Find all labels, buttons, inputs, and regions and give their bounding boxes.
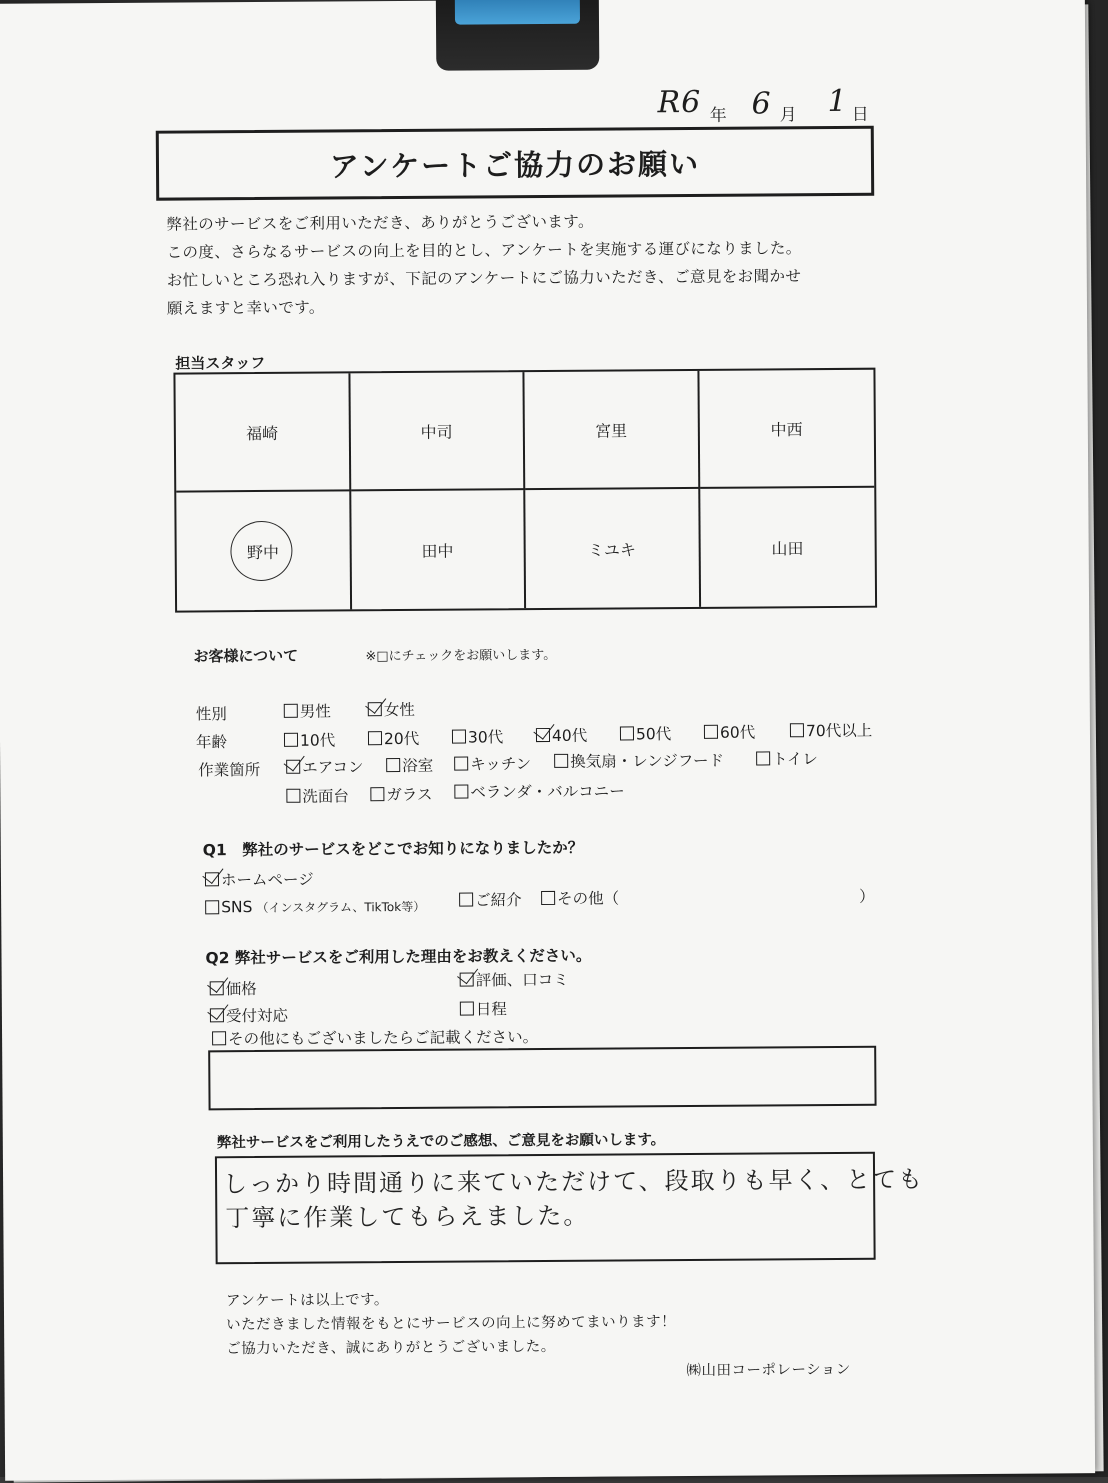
q2-title: Q2 弊社サービスをご利用した理由をお教えください。	[205, 946, 592, 968]
checkbox[interactable]	[704, 725, 718, 739]
checkbox[interactable]	[454, 785, 468, 799]
option-label: 60代	[719, 723, 756, 742]
option-label: 40代	[551, 726, 588, 745]
staff-cell[interactable]	[525, 489, 700, 608]
staff-name: 宮里	[595, 420, 628, 441]
q2-option-price[interactable]	[210, 977, 257, 999]
checkbox[interactable]	[370, 787, 384, 801]
option-label: 20代	[383, 729, 420, 749]
staff-name: ミユキ	[587, 539, 636, 560]
option-label: 10代	[299, 731, 336, 750]
title-box	[156, 126, 874, 201]
option-label: ベランダ・バルコニー	[470, 782, 625, 802]
feedback-title: 弊社サービスをご利用したうえでのご感想、ご意見をお願いします。	[216, 1132, 666, 1152]
checkbox[interactable]	[454, 757, 468, 771]
work-area-label: 作業箇所	[198, 760, 261, 780]
staff-cell[interactable]	[350, 372, 525, 491]
work-option-bathroom[interactable]	[386, 754, 433, 776]
checkbox[interactable]	[284, 704, 298, 718]
checkbox-checked[interactable]	[536, 728, 550, 742]
option-label: 50代	[635, 725, 672, 744]
option-label: ホームページ	[220, 870, 314, 890]
work-option-aircon[interactable]	[286, 755, 363, 778]
checkbox[interactable]	[541, 891, 555, 905]
intro-line: この度、さらなるサービスの向上を目的とし、アンケートを実施する運びになりました。	[166, 239, 802, 262]
feedback-line: 丁寧に作業してもらえました。	[225, 1201, 590, 1233]
customer-heading: お客様について	[193, 646, 299, 666]
option-label: 日程	[475, 1000, 507, 1019]
work-option-range-hood[interactable]	[554, 749, 724, 772]
option-label: その他（	[557, 889, 620, 908]
intro-line: お忙しいところ恐れ入りますが、下記のアンケートにご協力いただき、ご意見をお聞かせ	[166, 267, 802, 290]
q1-option-other[interactable]	[541, 886, 619, 909]
age-label: 年齢	[195, 733, 228, 752]
q2-other-input[interactable]	[208, 1046, 876, 1111]
checkbox[interactable]	[205, 900, 219, 914]
q1-option-homepage[interactable]	[205, 868, 314, 891]
intro-line: 願えますと幸いです。	[166, 298, 325, 318]
q1-close-paren: ）	[859, 887, 875, 906]
age-option-70s-plus[interactable]	[790, 719, 872, 742]
closing-line: アンケートは以上です。	[225, 1292, 389, 1310]
q1-option-sns[interactable]	[205, 897, 425, 917]
work-option-kitchen[interactable]	[454, 752, 531, 775]
date-year-unit: 年	[709, 105, 728, 126]
intro-text	[166, 206, 802, 322]
work-option-balcony[interactable]	[454, 779, 625, 802]
age-option-50s[interactable]	[620, 722, 671, 744]
staff-cell[interactable]	[175, 373, 350, 492]
option-label: 洗面台	[302, 787, 349, 806]
closing-text	[226, 1286, 676, 1361]
age-option-30s[interactable]	[452, 725, 503, 747]
work-option-glass[interactable]	[370, 783, 432, 805]
checkbox-checked[interactable]	[368, 702, 382, 716]
age-option-10s[interactable]	[284, 728, 335, 750]
staff-cell[interactable]	[699, 370, 874, 489]
age-option-20s[interactable]	[368, 727, 419, 749]
age-option-60s[interactable]	[704, 721, 755, 743]
staff-name: 中司	[420, 422, 453, 442]
q1-title: Q1 弊社のサービスをどこでお知りになりましたか？	[202, 838, 584, 860]
binder-clip-window	[455, 0, 580, 25]
checkbox[interactable]	[460, 1002, 474, 1016]
work-option-washbasin[interactable]	[286, 784, 349, 806]
option-label: 70代以上	[805, 721, 873, 741]
checkbox-checked[interactable]	[210, 981, 224, 995]
gender-label: 性別	[195, 705, 227, 724]
staff-cell[interactable]	[700, 488, 875, 607]
check-note: ※□にチェックをお願いします。	[365, 647, 557, 665]
staff-name: 福崎	[246, 423, 279, 443]
checkbox-checked[interactable]	[286, 760, 300, 774]
page-title: アンケートご協力のお願い	[329, 146, 701, 183]
date-month: 6	[751, 86, 772, 122]
checkbox[interactable]	[386, 758, 400, 772]
q2-option-reviews[interactable]	[460, 968, 569, 991]
checkbox[interactable]	[212, 1031, 226, 1045]
checkbox-checked[interactable]	[210, 1008, 224, 1022]
option-label: 価格	[225, 980, 257, 999]
binder-clip	[436, 0, 600, 71]
staff-grid	[173, 368, 877, 613]
selection-circle	[227, 517, 297, 585]
closing-line: いただきました情報をもとにサービスの向上に努めてまいります！	[226, 1314, 677, 1334]
checkbox[interactable]	[790, 723, 804, 737]
option-label: 浴室	[402, 756, 434, 775]
option-label: 30代	[467, 728, 504, 747]
staff-cell[interactable]	[351, 490, 526, 609]
option-label: エアコン	[302, 758, 364, 777]
option-label: キッチン	[470, 755, 532, 774]
checkbox[interactable]	[554, 754, 568, 768]
checkbox[interactable]	[286, 789, 300, 803]
intro-line: 弊社のサービスをご利用いただき、ありがとうございます。	[166, 212, 594, 234]
checkbox[interactable]	[620, 726, 634, 740]
staff-name: 田中	[421, 541, 454, 561]
option-label: トイレ	[772, 750, 818, 769]
q1-option-referral[interactable]	[459, 888, 522, 910]
staff-cell[interactable]	[524, 371, 699, 490]
option-label: 換気扇・レンジフード	[570, 751, 724, 771]
option-sublabel: （インスタグラム、TikTok等）	[256, 899, 426, 915]
date-month-unit: 月	[779, 105, 798, 126]
work-option-toilet[interactable]	[756, 747, 818, 769]
option-label: 評価、口コミ	[475, 970, 569, 990]
staff-cell-selected[interactable]	[176, 491, 351, 610]
checkbox-checked[interactable]	[460, 973, 474, 987]
checkbox[interactable]	[284, 733, 298, 747]
staff-name: 山田	[771, 538, 804, 558]
checkbox[interactable]	[368, 731, 382, 745]
checkbox[interactable]	[452, 730, 466, 744]
checkbox-checked[interactable]	[205, 872, 219, 886]
q2-option-schedule[interactable]	[460, 997, 507, 1019]
checkbox[interactable]	[756, 751, 770, 765]
option-label: 女性	[383, 700, 415, 720]
date-day: 1	[827, 83, 848, 120]
staff-label: 担当スタッフ	[175, 353, 266, 373]
option-label: ガラス	[386, 785, 433, 805]
company-name: ㈱山田コーポレーション	[686, 1361, 851, 1380]
date-era-year: R6	[657, 84, 702, 121]
closing-line: ご協力いただき、誠にありがとうございました。	[226, 1338, 556, 1358]
date-day-unit: 日	[851, 104, 870, 125]
gender-option-male[interactable]	[284, 699, 331, 721]
option-label: 受付対応	[225, 1006, 289, 1026]
staff-name: 中西	[770, 419, 803, 439]
option-label: ご紹介	[475, 891, 522, 910]
q2-option-other[interactable]	[212, 1025, 538, 1049]
staff-name: 野中	[246, 542, 280, 562]
option-label: SNS	[221, 898, 253, 917]
checkbox[interactable]	[459, 893, 473, 907]
option-label: その他にもございましたらご記載ください。	[228, 1028, 539, 1049]
feedback-line: しっかり時間通りに来ていただけて、段取りも早く、とても	[223, 1165, 925, 1199]
option-label: 男性	[299, 702, 331, 721]
age-option-40s[interactable]	[536, 724, 587, 746]
q2-option-reception[interactable]	[210, 1004, 288, 1027]
gender-option-female[interactable]	[368, 698, 415, 720]
